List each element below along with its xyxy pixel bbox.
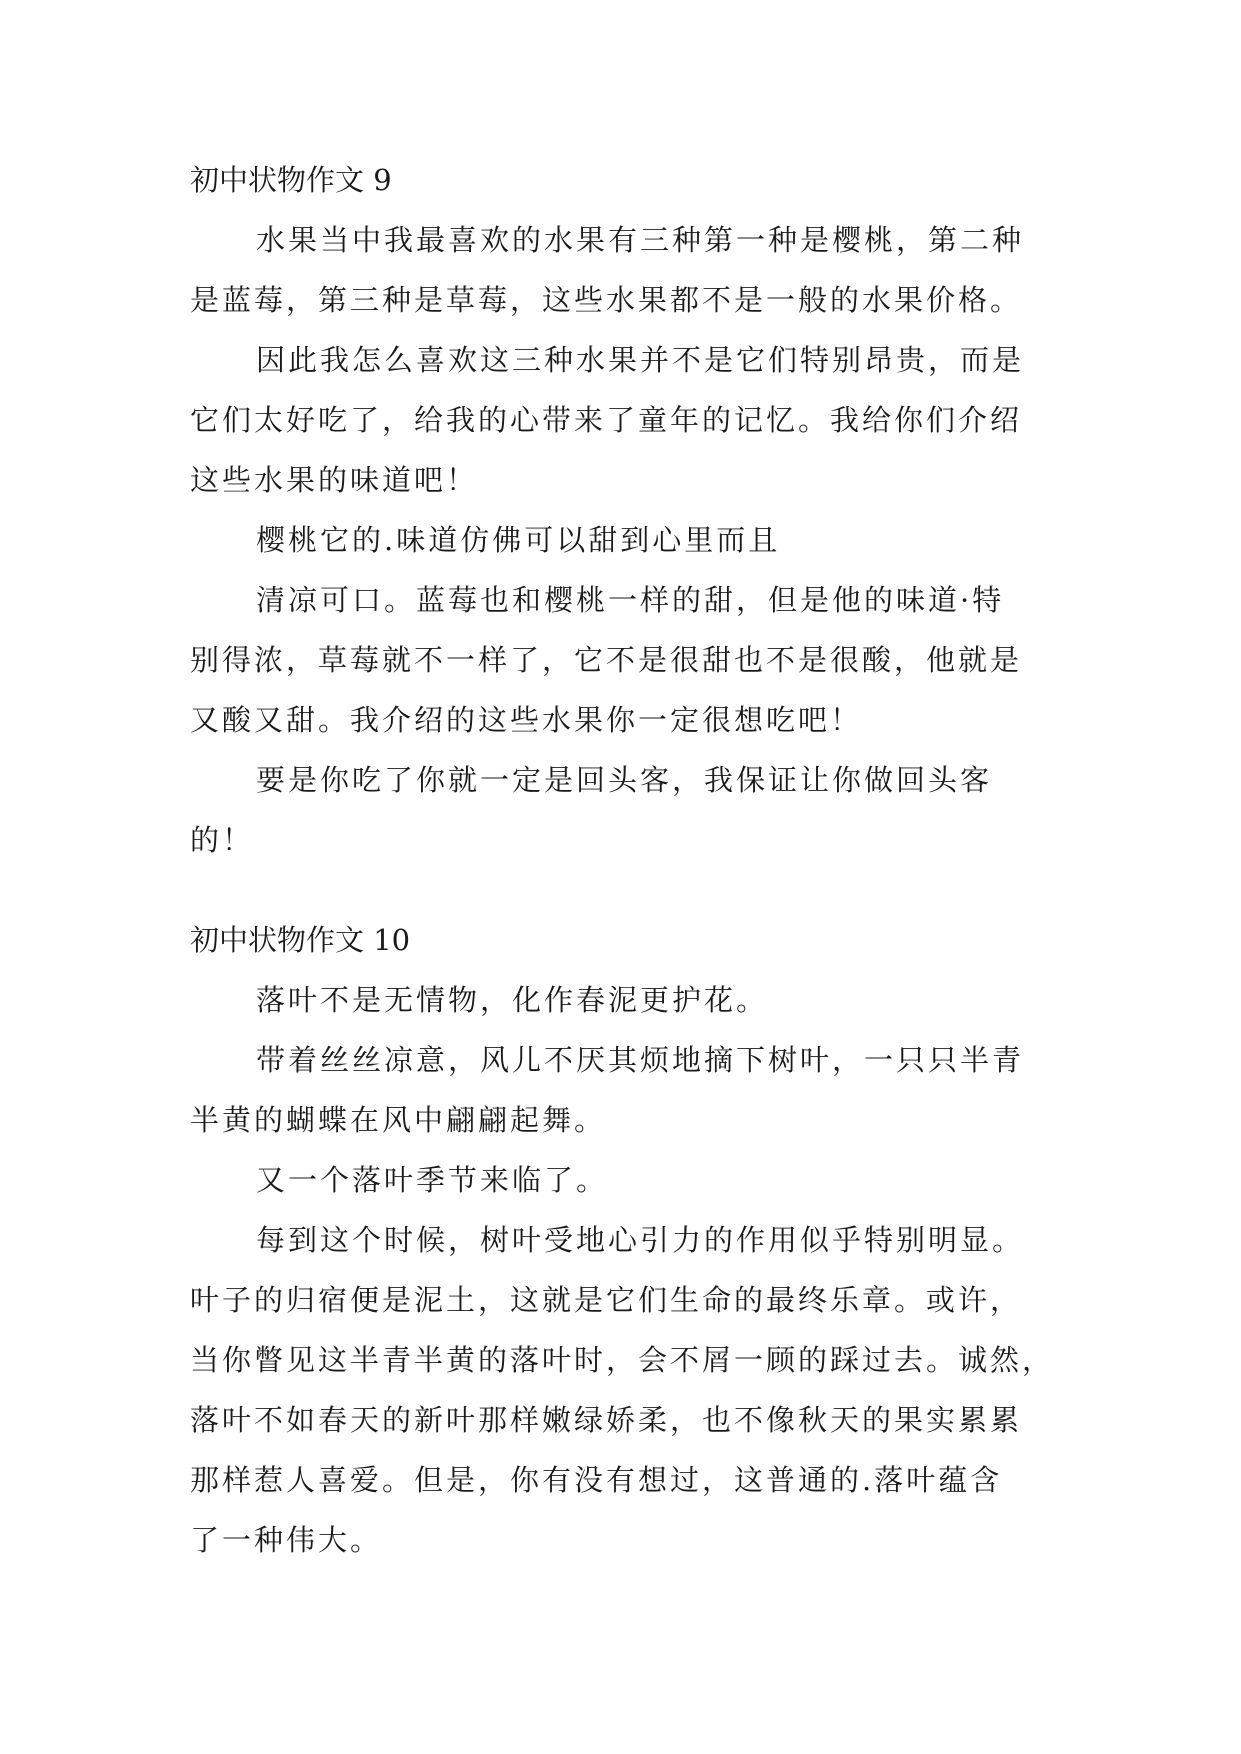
paragraph-line: 又一个落叶季节来临了。 bbox=[256, 1163, 609, 1197]
paragraph-line: 当你瞥见这半青半黄的落叶时，会不屑一顾的踩过去。诚然， bbox=[190, 1343, 1055, 1377]
paragraph-line: 是蓝莓，第三种是草莓，这些水果都不是一般的水果价格。 bbox=[190, 283, 1023, 317]
section-title: 初中状物作文 9 bbox=[190, 163, 392, 197]
paragraph-line: 水果当中我最喜欢的水果有三种第一种是樱桃，第二种 bbox=[256, 223, 1025, 257]
paragraph-line: 带着丝丝凉意，风儿不厌其烦地摘下树叶，一只只半青 bbox=[256, 1043, 1025, 1077]
paragraph-line: 这些水果的味道吧！ bbox=[190, 463, 479, 497]
paragraph-line: 又酸又甜。我介绍的这些水果你一定很想吃吧！ bbox=[190, 703, 863, 737]
section-title: 初中状物作文 10 bbox=[190, 923, 411, 957]
paragraph-line: 因此我怎么喜欢这三种水果并不是它们特别昂贵，而是 bbox=[256, 343, 1025, 377]
paragraph-line: 了一种伟大。 bbox=[190, 1523, 383, 1557]
paragraph-line: 落叶不是无情物，化作春泥更护花。 bbox=[256, 983, 769, 1017]
paragraph-line: 叶子的归宿便是泥土，这就是它们生命的最终乐章。或许， bbox=[190, 1283, 1023, 1317]
paragraph-line: 清凉可口。蓝莓也和樱桃一样的甜，但是他的味道·特 bbox=[256, 583, 1005, 617]
paragraph-line: 要是你吃了你就一定是回头客，我保证让你做回头客 bbox=[256, 763, 993, 797]
paragraph-line: 每到这个时候，树叶受地心引力的作用似乎特别明显。 bbox=[256, 1223, 1025, 1257]
paragraph-line: 樱桃它的.味道仿佛可以甜到心里而且 bbox=[256, 523, 781, 557]
paragraph-line: 落叶不如春天的新叶那样嫩绿娇柔，也不像秋天的果实累累 bbox=[190, 1403, 1023, 1437]
paragraph-line: 的！ bbox=[190, 823, 255, 857]
paragraph-line: 那样惹人喜爱。但是，你有没有想过，这普通的.落叶蕴含 bbox=[190, 1463, 1003, 1497]
paragraph-line: 别得浓，草莓就不一样了，它不是很甜也不是很酸，他就是 bbox=[190, 643, 1023, 677]
paragraph-line: 半黄的蝴蝶在风中翩翩起舞。 bbox=[190, 1103, 607, 1137]
paragraph-line: 它们太好吃了，给我的心带来了童年的记忆。我给你们介绍 bbox=[190, 403, 1023, 437]
